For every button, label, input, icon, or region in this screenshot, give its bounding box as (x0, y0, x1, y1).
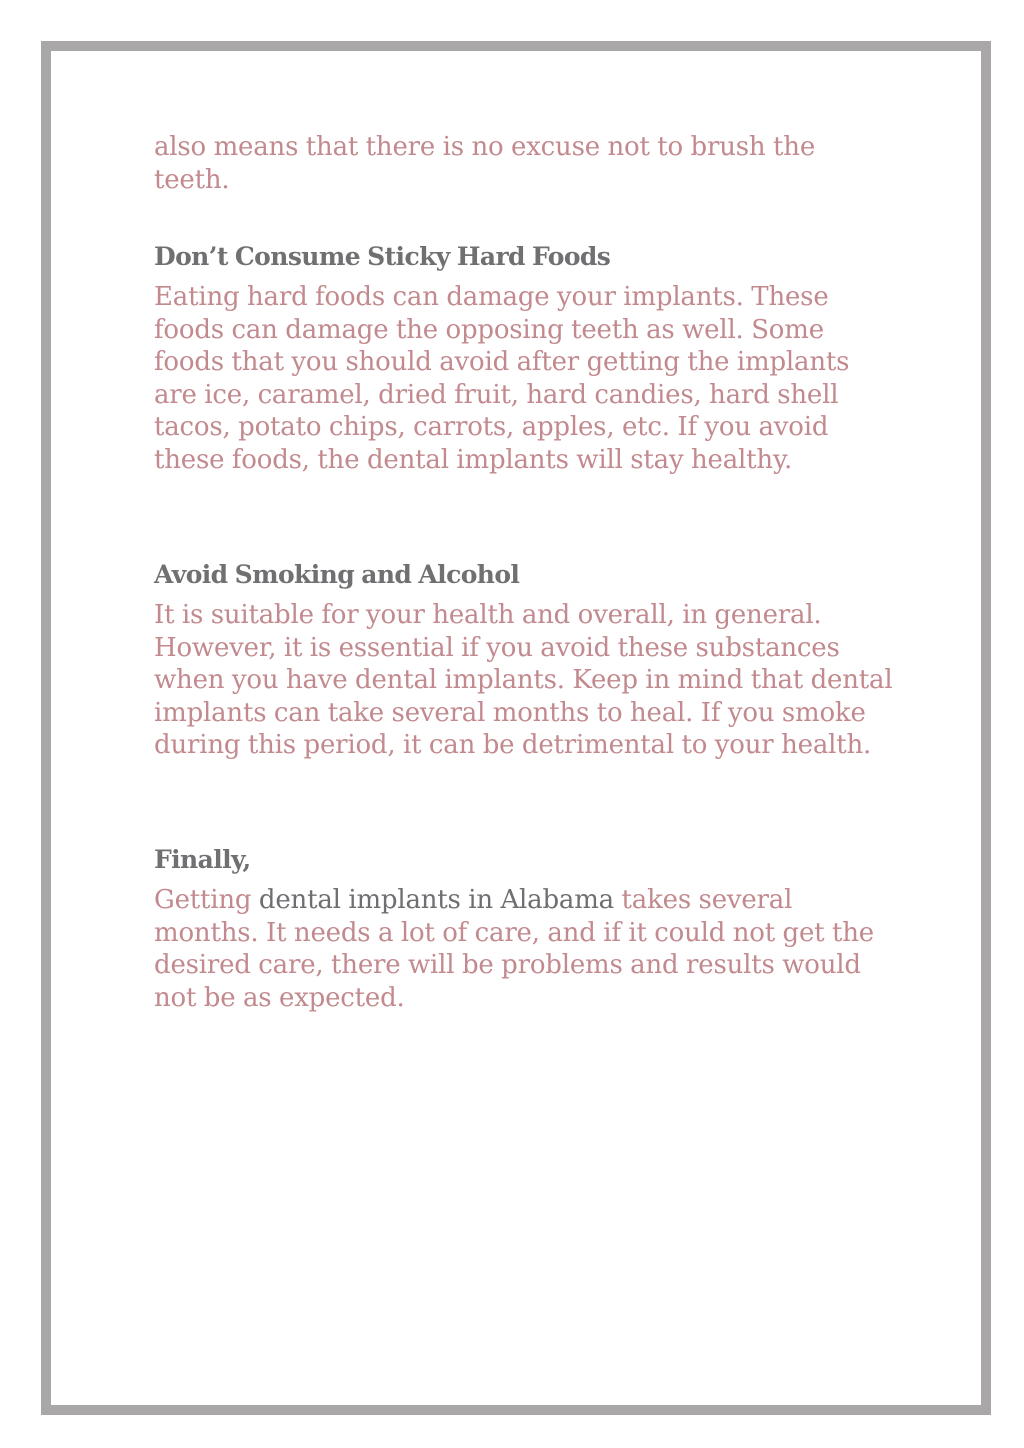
section-body-finally (154, 884, 894, 1014)
intro-paragraph: also means that there is no excuse not to brush the teeth. (154, 132, 816, 195)
section-heading-finally: Finally, (154, 845, 251, 874)
section-body-sticky-foods: Eating hard foods can damage your implants. These foods can damage the opposing teeth as well. Some foods that you should avoid after getting the implants are ice, caramel, dried fruit, hard candies, hard shell tacos, potato chips, carrots, apples, etc. If you avoid these foods, the dental implants will stay healthy. (154, 282, 850, 475)
finally-text-after: takes several months. It needs a lot of care, and if it could not get the desired care, there will be problems and results would not be as expected. (154, 885, 874, 1013)
page-frame (41, 41, 991, 1415)
section-heading-smoking-alcohol: Avoid Smoking and Alcohol (154, 560, 520, 589)
section-body-smoking-alcohol: It is suitable for your health and overall, in general. However, it is essential if you avoid these substances when you have dental implants. Keep in mind that dental implants can take several months to heal. If you smoke during this period, it can be detrimental to your health. (154, 600, 893, 760)
section-heading-sticky-foods: Don’t Consume Sticky Hard Foods (154, 242, 611, 271)
dental-implants-link[interactable]: dental implants in Alabama (258, 885, 614, 915)
finally-text-before: Getting (154, 885, 259, 915)
